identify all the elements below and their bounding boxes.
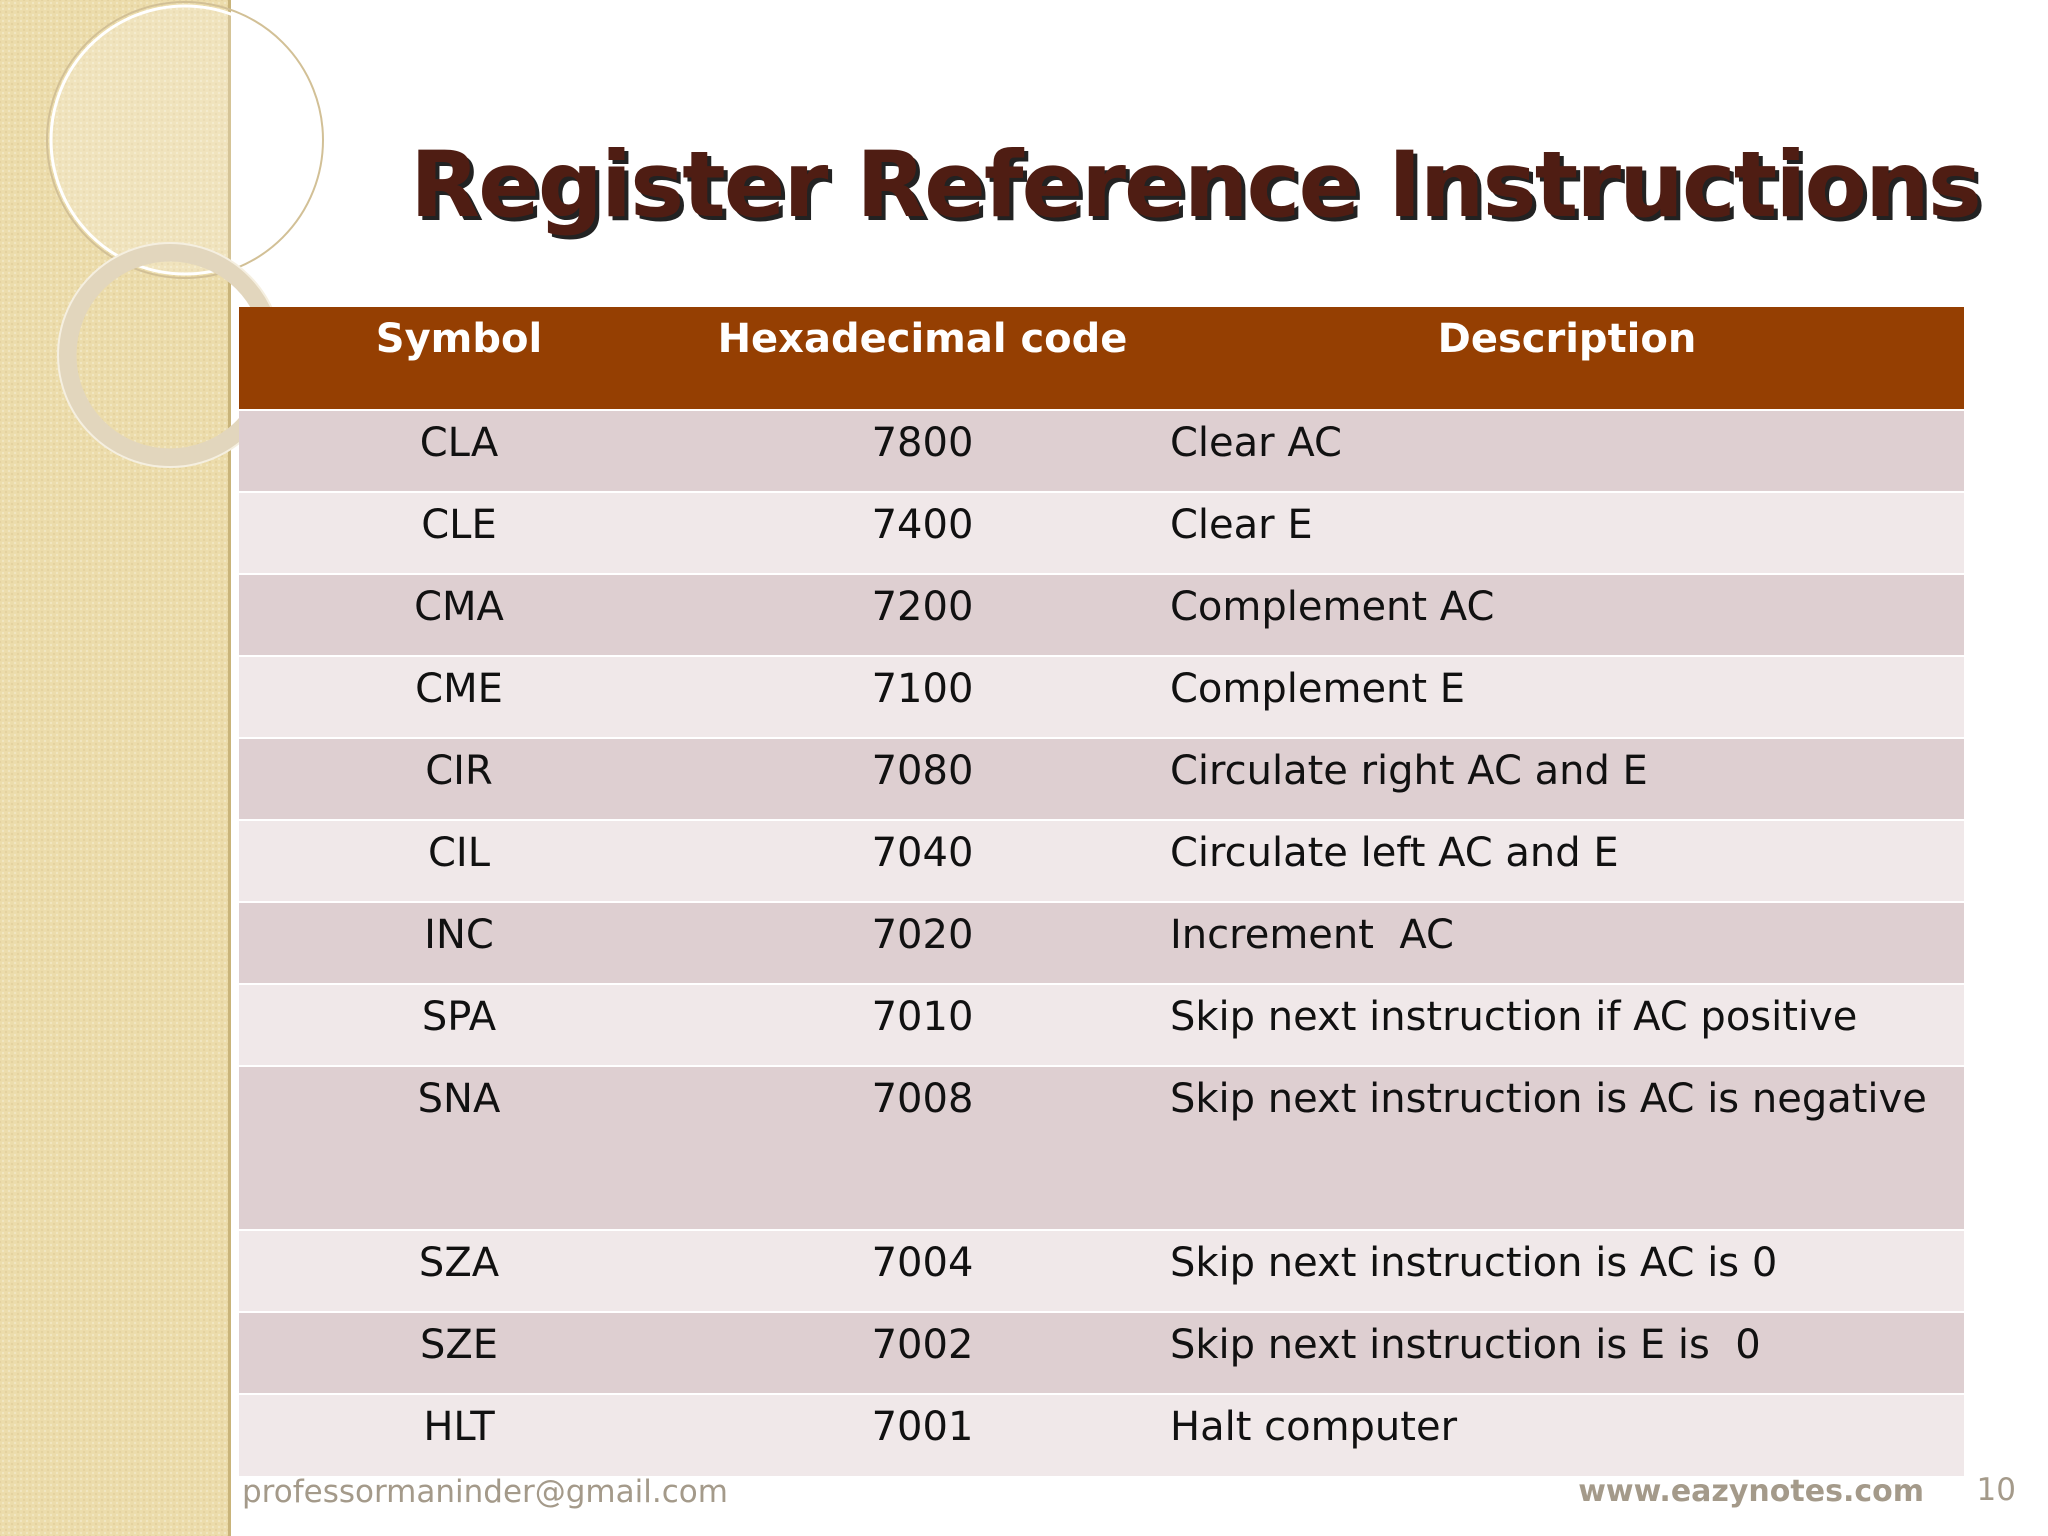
- hex-cell: 7001: [679, 1394, 1166, 1476]
- header-hex-code: Hexadecimal code: [679, 307, 1166, 410]
- symbol-cell: CMA: [239, 574, 679, 656]
- table-row: [239, 1312, 1964, 1394]
- hex-cell: 7002: [679, 1312, 1166, 1394]
- symbol-cell: CLA: [239, 410, 679, 492]
- table-row: [239, 1230, 1964, 1312]
- hex-cell: 7020: [679, 902, 1166, 984]
- symbol-cell: HLT: [239, 1394, 679, 1476]
- table-row: [239, 984, 1964, 1066]
- description-cell: Clear AC: [1166, 410, 1964, 492]
- symbol-cell: CIR: [239, 738, 679, 820]
- symbol-cell: SZE: [239, 1312, 679, 1394]
- symbol-cell: SNA: [239, 1066, 679, 1230]
- description-cell: Clear E: [1166, 492, 1964, 574]
- description-cell: Skip next instruction is AC is 0: [1166, 1230, 1964, 1312]
- table-row: [239, 574, 1964, 656]
- table-row: [239, 902, 1964, 984]
- description-cell: Skip next instruction is AC is negative: [1166, 1066, 1964, 1230]
- description-cell: Complement E: [1166, 656, 1964, 738]
- table-row: [239, 492, 1964, 574]
- table-row: [239, 738, 1964, 820]
- symbol-cell: CME: [239, 656, 679, 738]
- description-cell: Halt computer: [1166, 1394, 1964, 1476]
- symbol-cell: SPA: [239, 984, 679, 1066]
- table-row: [239, 656, 1964, 738]
- description-cell: Skip next instruction if AC positive: [1166, 984, 1964, 1066]
- instruction-table: [239, 307, 1964, 1476]
- hex-cell: 7008: [679, 1066, 1166, 1230]
- description-cell: Complement AC: [1166, 574, 1964, 656]
- header-description: Description: [1166, 307, 1964, 410]
- symbol-cell: CIL: [239, 820, 679, 902]
- table-row: [239, 1066, 1964, 1230]
- hex-cell: 7800: [679, 410, 1166, 492]
- hex-cell: 7004: [679, 1230, 1166, 1312]
- hex-cell: 7040: [679, 820, 1166, 902]
- symbol-cell: INC: [239, 902, 679, 984]
- symbol-cell: CLE: [239, 492, 679, 574]
- table-header-row: [239, 307, 1964, 410]
- hex-cell: 7400: [679, 492, 1166, 574]
- footer-email: professormaninder@gmail.com: [242, 1474, 728, 1510]
- table-row: [239, 820, 1964, 902]
- description-cell: Circulate right AC and E: [1166, 738, 1964, 820]
- description-cell: Increment AC: [1166, 902, 1964, 984]
- large-ring-decoration: [51, 6, 319, 274]
- table-row: [239, 1394, 1964, 1476]
- header-symbol: Symbol: [239, 307, 679, 410]
- table-row: [239, 410, 1964, 492]
- page-number: 10: [1976, 1472, 2016, 1508]
- slide-title: Register Reference Instructions: [410, 133, 1980, 238]
- hex-cell: 7200: [679, 574, 1166, 656]
- hex-cell: 7010: [679, 984, 1166, 1066]
- description-cell: Skip next instruction is E is 0: [1166, 1312, 1964, 1394]
- hex-cell: 7100: [679, 656, 1166, 738]
- symbol-cell: SZA: [239, 1230, 679, 1312]
- footer-website: www.eazynotes.com: [1578, 1474, 1924, 1509]
- hex-cell: 7080: [679, 738, 1166, 820]
- description-cell: Circulate left AC and E: [1166, 820, 1964, 902]
